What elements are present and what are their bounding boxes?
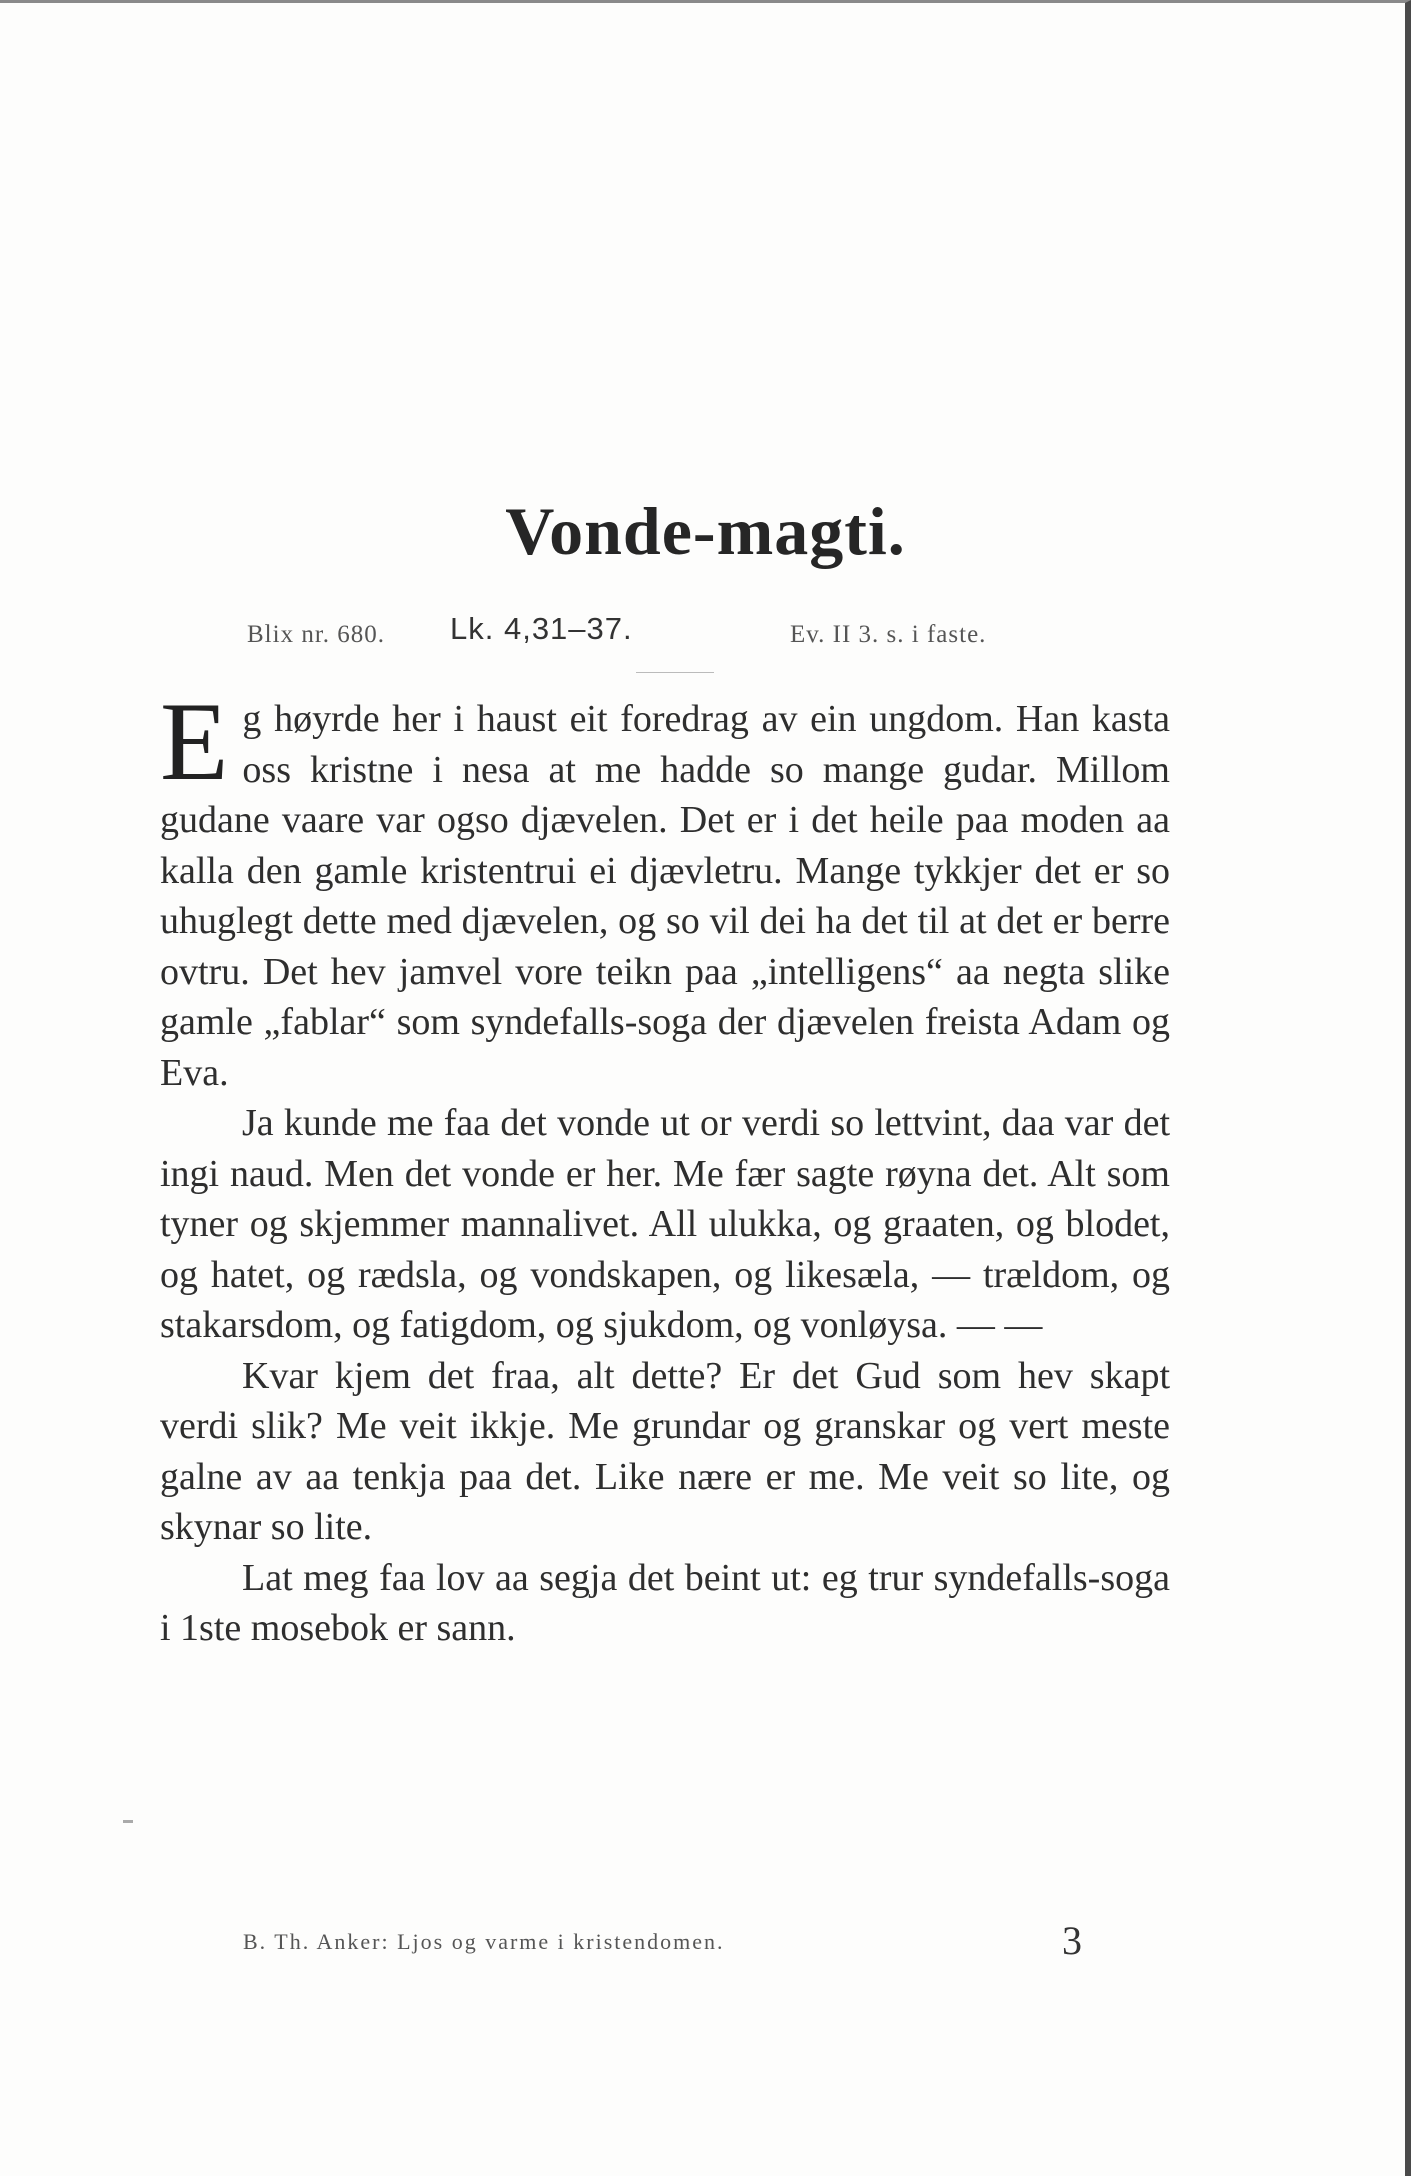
paragraph-1 <box>160 680 1170 1098</box>
paragraph-3: Kvar kjem det fraa, alt dette? Er det Gud som hev skapt verdi slik? Me veit ikkje. Me grundar og granskar og vert meste galne av aa tenkja paa det. Like nære er me. Me veit so lite, og skynar so lite. <box>160 1354 1170 1548</box>
footer-source: B. Th. Anker: Ljos og varme i kristendomen. <box>243 1929 725 1954</box>
margin-mark <box>123 1820 133 1823</box>
paragraph-4: Lat meg faa lov aa segja det beint ut: eg trur syndefalls-soga i 1ste mosebok er sann. <box>160 1556 1170 1649</box>
body-text <box>160 680 1170 1654</box>
gospel-sunday-reference: Ev. II 3. s. i faste. <box>790 621 987 648</box>
hymn-reference: Blix nr. 680. <box>247 621 386 648</box>
paragraph-2: Ja kunde me faa det vonde ut or verdi so lettvint, daa var det ingi naud. Men det vonde er her. Me fær sagte røyna det. Alt som tyner og skjemmer mannalivet. All ulukka, og graaten, og blodet, og hatet, og rædsla, og vondskapen, og likesæla, — trældom, og stakarsdom, og fatigdom, og sjukdom, og vonløysa. — — <box>160 1102 1170 1346</box>
divider-rule <box>636 672 714 673</box>
page-number: 3 <box>1062 1918 1082 1963</box>
page-footer <box>0 1917 1411 1967</box>
paragraph-1-text: g høyrde her i haust eit foredrag av ein ungdom. Han kasta oss kristne i nesa at me hadde so mange gudar. Millom gudane vaare var ogso djævelen. Det er i det heile paa moden aa kalla den gamle kristentrui ei djævletru. Mange tykkjer det er so uhuglegt dette med djævelen, og so vil dei ha det til at det er berre ovtru. Det hev jamvel vore teikn paa „intelligens“ aa negta slike gamle „fablar“ som syndefalls-soga der djævelen freista Adam og Eva. <box>160 698 1170 1094</box>
drop-cap: E <box>160 680 229 804</box>
scripture-reference-line <box>0 611 1411 655</box>
bible-passage-reference: Lk. 4,31–37. <box>450 611 633 646</box>
page-title: Vonde-magti. <box>505 493 906 569</box>
